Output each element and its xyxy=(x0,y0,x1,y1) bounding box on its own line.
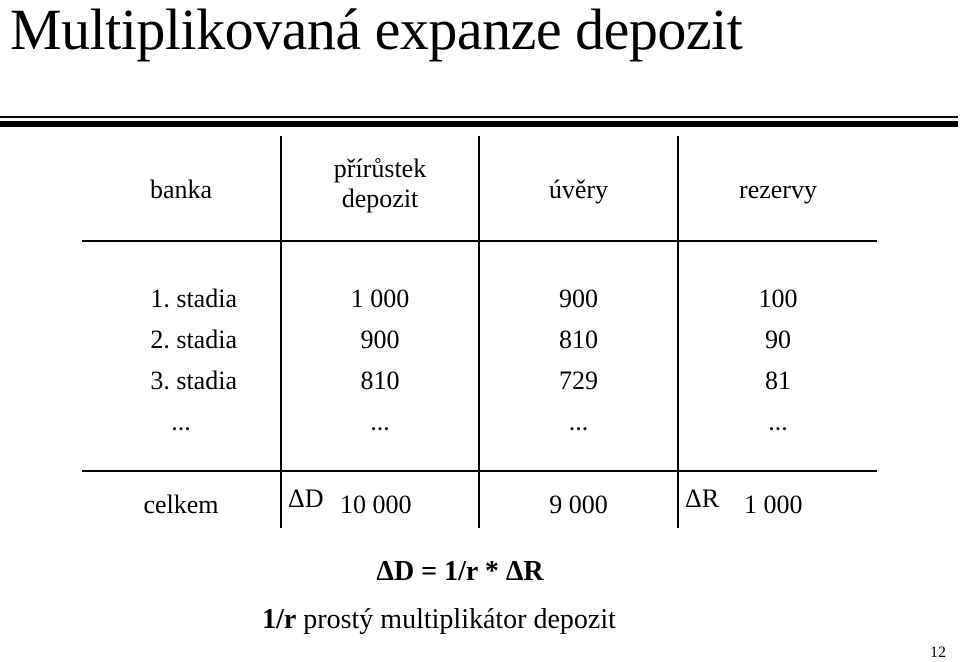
row-reserves: 81 xyxy=(765,366,791,395)
table-body xyxy=(82,286,877,450)
page-number: 12 xyxy=(930,644,946,661)
row-loans: 900 xyxy=(559,284,598,313)
row-loans: 729 xyxy=(559,366,598,395)
header-prirustek-depozit xyxy=(282,154,478,214)
row-reserves: ... xyxy=(768,407,788,436)
title-rule-thin xyxy=(0,116,958,118)
total-row xyxy=(82,484,877,524)
row-deposit: 900 xyxy=(360,325,400,354)
row-reserves: 100 xyxy=(758,284,798,313)
delta-r-symbol: ΔR xyxy=(685,484,720,513)
formula-text: ΔD = 1/r * ΔR xyxy=(376,556,544,587)
row-deposit: ... xyxy=(370,407,390,436)
total-label: celkem xyxy=(143,490,219,519)
multiplier-definition xyxy=(0,604,960,636)
delta-d-symbol: ΔD xyxy=(288,484,324,513)
total-reserves: 1 000 xyxy=(744,490,803,519)
row-label: ... xyxy=(171,407,191,436)
row-deposit: 810 xyxy=(360,366,400,395)
header-rezervy: rezervy xyxy=(739,175,817,204)
multiplier-term: 1/r xyxy=(262,604,297,635)
header-uvery: úvěry xyxy=(548,175,609,204)
row-deposit: 1 000 xyxy=(350,284,410,313)
header-prirustek: přírůstek xyxy=(333,154,427,183)
table-row xyxy=(82,409,877,450)
formula xyxy=(0,556,960,588)
row-label: 1. stadia xyxy=(150,284,237,313)
page-title: Multiplikovaná expanze depozit xyxy=(10,0,743,62)
table-row xyxy=(82,327,877,368)
row-label: 3. stadia xyxy=(150,366,237,395)
table-row xyxy=(82,286,877,327)
row-reserves: 90 xyxy=(765,325,791,354)
row-loans: 810 xyxy=(559,325,598,354)
total-deposit: 10 000 xyxy=(340,490,412,519)
row-loans: ... xyxy=(568,407,589,436)
multiplier-description: prostý multiplikátor depozit xyxy=(296,604,616,635)
row-label: 2. stadia xyxy=(150,325,237,354)
title-rule-thick xyxy=(0,121,958,127)
header-depozit: depozit xyxy=(341,183,419,213)
total-loans: 9 000 xyxy=(549,490,608,519)
header-banka: banka xyxy=(149,175,213,204)
table-row xyxy=(82,368,877,409)
